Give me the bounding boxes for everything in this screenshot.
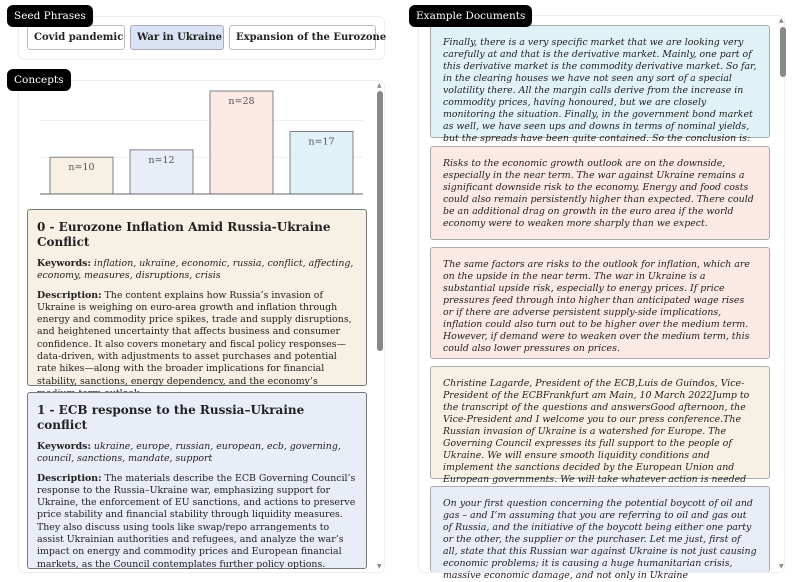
seed-phrases-title: Seed Phrases <box>7 5 93 27</box>
document-1: Risks to the economic growth outlook are on the downside, especially in the near term. The war against Ukraine remains a significant downside risk to the economy. Energy and food costs could also remain persistently higher than expected. There could be an additional drag on growth in the euro area if the world economy were to weaken more sharply than we expect. <box>430 146 770 240</box>
docs-scroll-down-arrow[interactable]: ▼ <box>779 563 784 570</box>
keywords: ukraine, europe, russian, european, ecb, governing, council, sanctions, mandate, support <box>37 441 341 465</box>
seed-phrase-eurozone[interactable]: Expansion of the Eurozone <box>229 25 376 50</box>
bar-label: n=12 <box>148 154 175 166</box>
concept-card-0[interactable] <box>27 209 367 386</box>
concept-title: 0 - Eurozone Inflation Amid Russia-Ukraine Conflict <box>37 220 331 249</box>
keywords: inflation, ukraine, economic, russia, conflict, affecting, economy, measures, disruptions, crisis <box>37 258 354 282</box>
document-4: On your first question concerning the potential boycott of oil and gas – and I’m assuming that you are referring to oil and gas out of Russia, and the initiative of the boycott being either one party or the other, the supplier or the purchaser. Let me just, first of all, state that this Russian war against Ukraine is not just causing economic problems; it is causing a huge humanitarian crisis, massive economic damage, and not only in Ukraine <box>430 486 770 572</box>
keywords-label: Keywords: <box>37 258 91 269</box>
description: The content explains how Russia’s invasion of Ukraine is weighing on euro-area growth and inflation through energy and commodity price spikes, trade and supply disruptions, and heightened uncertainty that affects business and consumer confidence. It also covers monetary and fiscal policy responses—data-driven, with adjustments to asset purchases and potential rate hikes—along with the broader implications for financial stability, sanctions, energy dependency, and the economy’s <box>37 289 352 387</box>
bar-label: n=17 <box>308 136 335 148</box>
description-label: Description: <box>37 472 102 484</box>
keywords-label: Keywords: <box>37 441 91 452</box>
scroll-up-arrow[interactable]: ▲ <box>377 82 382 89</box>
concept-card-1[interactable] <box>27 392 367 569</box>
bar-label: n=10 <box>68 162 95 174</box>
concepts-scrollbar[interactable] <box>377 91 383 351</box>
description-label: Description: <box>37 289 102 301</box>
seed-phrase-covid[interactable]: Covid pandemic <box>27 25 125 50</box>
concepts-title: Concepts <box>7 69 71 91</box>
seed-phrase-war-in-ukraine[interactable]: War in Ukraine <box>130 25 224 50</box>
example-documents-title: Example Documents <box>409 5 532 27</box>
description: The materials describe the ECB Governing Council’s response to the Russia–Ukraine war, emphasizing support for Ukraine, the enforcement of EU sanctions, and actions to preserve price stability and financial stability through liquidity measures. They also discuss using tools like swap/repo arrangements to assist Ukrainian authorities and refugees, and analyze the war’s impact on energy and commodity prices and European financial markets, as the Council contemplates further policy options. <box>37 472 356 570</box>
document-2: The same factors are risks to the outlook for inflation, which are on the upside in the near term. The war in Ukraine is a substantial upside risk, especially to energy prices. If price pressures feed through into higher than anticipated wage rises or if there are adverse persistent supply-side implications, inflation could also turn out to be higher over the medium term. However, if demand were to weaken over the medium term, this could also lower pressures on prices. <box>430 247 770 359</box>
scroll-down-arrow[interactable]: ▼ <box>377 563 382 570</box>
bar-label: n=28 <box>228 96 255 107</box>
documents-scrollbar[interactable] <box>780 27 786 77</box>
concept-size-chart <box>18 80 368 200</box>
docs-scroll-up-arrow[interactable]: ▲ <box>779 17 784 24</box>
document-3: Christine Lagarde, President of the ECB,Luis de Guindos, Vice-President of the ECBFrankfurt am Main, 10 March 2022Jump to the transcript of the questions and answersGood afternoon, the Vice-President and I welcome you to our press conference.The Russian invasion of Ukraine is a watershed for Europe. The Governing Council expresses its full support to the people of Ukraine. We will ensure smooth liquidity conditions and implement the sanctions decided by the European Union and European governments. We will take whatever action is needed <box>430 366 770 479</box>
document-0: Finally, there is a very specific market that we are looking very carefully at and that is the derivative market. Mainly, one part of this derivative market is the commodity derivative market. So far, in the clearing houses we have not seen any sort of a special volatility there. All the margin calls derive from the increase in commodity prices, having honoured, but we are closely monitoring the situation. Finally, in the government bond market as well, we have seen ups and downs in terms of nominal yields, but the spreads have been quite contained. So the conclusion is: <box>430 25 770 138</box>
concept-title: 1 - ECB response to the Russia–Ukraine conflict <box>37 403 305 432</box>
